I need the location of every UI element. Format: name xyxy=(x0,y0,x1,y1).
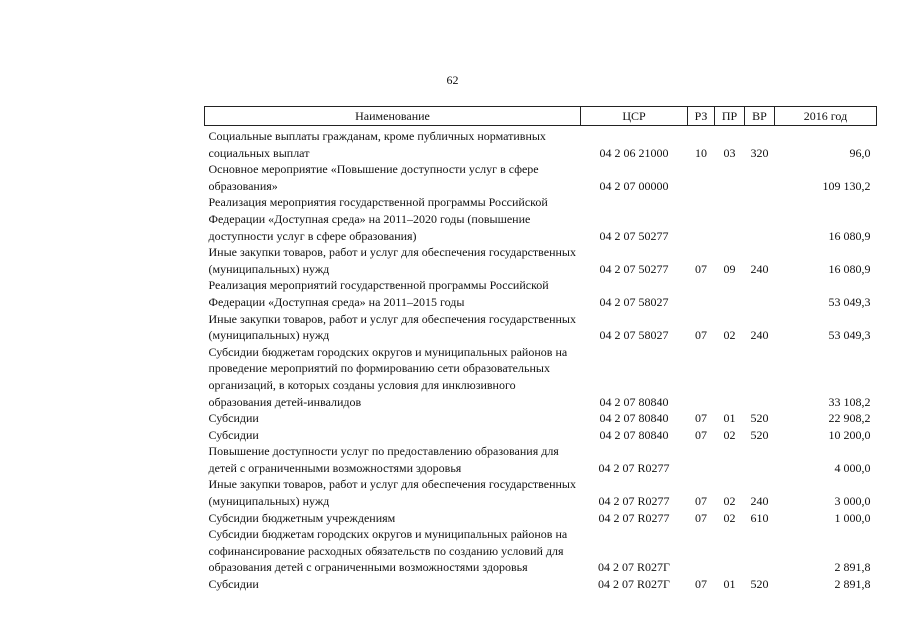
table-cell-vr: 610 xyxy=(750,510,769,525)
table-cell-amount: 1 000,0 xyxy=(834,510,871,525)
table-cell-vr xyxy=(745,194,775,244)
table-cell-vr: 240 xyxy=(750,328,769,343)
table-row xyxy=(205,344,877,410)
table-cell-csr: 04 2 07 R027Г xyxy=(598,560,670,575)
table-row xyxy=(205,526,877,576)
table-cell-amount: 2 891,8 xyxy=(834,577,871,592)
table-cell-rz: 07 xyxy=(695,427,707,442)
table-cell-name: Основное мероприятие «Повышение доступности услуг в сфере образования» xyxy=(208,162,539,193)
page-number: 62 xyxy=(446,73,459,87)
table-cell-csr: 04 2 07 R027Г xyxy=(598,577,670,592)
table-cell-amount: 4 000,0 xyxy=(834,460,871,475)
table-row xyxy=(205,476,877,509)
table-cell-amount: 3 000,0 xyxy=(834,494,871,509)
table-cell-csr: 04 2 07 80840 xyxy=(599,427,669,442)
table-row xyxy=(205,443,877,476)
table-cell-rz xyxy=(688,443,715,476)
table-cell-pr: 09 xyxy=(723,261,736,276)
table-cell-rz: 07 xyxy=(695,261,707,276)
table-cell-amount: 10 200,0 xyxy=(828,427,871,442)
table-cell-rz: 07 xyxy=(695,577,707,592)
table-cell-rz: 10 xyxy=(695,145,707,160)
table-cell-amount: 109 130,2 xyxy=(822,178,871,193)
table-cell-name: Субсидии xyxy=(208,411,259,426)
table-cell-name: Субсидии xyxy=(208,427,259,442)
header-csr: ЦСР xyxy=(581,107,688,126)
table-row xyxy=(205,576,877,593)
table-header-row xyxy=(205,107,877,126)
table-cell-pr xyxy=(715,526,745,576)
table-cell-vr: 240 xyxy=(750,261,769,276)
table-cell-name: Реализация мероприятий государственной программы Российской Федерации «Доступная среда» на 2011–2015 годы xyxy=(208,278,549,309)
header-name: Наименование xyxy=(205,107,581,126)
table-row xyxy=(205,194,877,244)
table-cell-pr: 02 xyxy=(723,510,736,525)
table-cell-pr xyxy=(715,194,745,244)
table-cell-vr: 520 xyxy=(750,427,769,442)
header-vr: ВР xyxy=(745,107,775,126)
table-cell-rz xyxy=(688,526,715,576)
table-cell-pr xyxy=(715,344,745,410)
table-cell-pr: 01 xyxy=(723,577,736,592)
table-cell-amount: 22 908,2 xyxy=(828,411,871,426)
table-cell-pr: 03 xyxy=(723,145,736,160)
table-cell-name: Субсидии бюджетам городских округов и муниципальных районов на проведение мероприятий по формированию сети образовательных организаций, в которых созданы условия для инклюзивного образования детей-инвалидов xyxy=(208,344,568,409)
table-cell-rz xyxy=(688,194,715,244)
table-cell-rz xyxy=(688,344,715,410)
table-cell-vr xyxy=(745,526,775,576)
table-row xyxy=(205,161,877,194)
table-row xyxy=(205,427,877,444)
table-cell-pr xyxy=(715,443,745,476)
table-cell-csr: 04 2 07 R0277 xyxy=(598,460,670,475)
table-cell-csr: 04 2 07 50277 xyxy=(599,228,669,243)
table-cell-vr xyxy=(745,344,775,410)
table-cell-pr: 02 xyxy=(723,494,736,509)
table-cell-name: Субсидии бюджетным учреждениям xyxy=(208,510,396,525)
table-cell-name: Социальные выплаты гражданам, кроме публичных нормативных социальных выплат xyxy=(208,129,546,160)
table-cell-csr: 04 2 07 58027 xyxy=(599,294,669,309)
header-pr: ПР xyxy=(715,107,745,126)
table-cell-csr: 04 2 07 80840 xyxy=(599,411,669,426)
table-row xyxy=(205,126,877,162)
table-cell-amount: 96,0 xyxy=(849,145,871,160)
table-cell-name: Иные закупки товаров, работ и услуг для обеспечения государственных (муниципальных) нужд xyxy=(208,245,576,276)
table-cell-vr xyxy=(745,161,775,194)
table-row xyxy=(205,510,877,527)
table-cell-name: Субсидии xyxy=(208,577,259,592)
table-cell-amount: 2 891,8 xyxy=(834,560,871,575)
table-row xyxy=(205,410,877,427)
table-cell-csr: 04 2 07 50277 xyxy=(599,261,669,276)
table-cell-rz: 07 xyxy=(695,411,707,426)
table-cell-amount: 16 080,9 xyxy=(828,261,871,276)
table-cell-amount: 53 049,3 xyxy=(828,294,871,309)
table-cell-csr: 04 2 06 21000 xyxy=(599,145,669,160)
table-cell-pr xyxy=(715,277,745,310)
table-cell-amount: 16 080,9 xyxy=(828,228,871,243)
table-row xyxy=(205,311,877,344)
table-cell-pr: 02 xyxy=(723,427,736,442)
table-cell-vr: 520 xyxy=(750,577,769,592)
table-cell-amount: 53 049,3 xyxy=(828,328,871,343)
table-cell-name: Реализация мероприятия государственной программы Российской Федерации «Доступная среда» на 2011–2020 годы (повышение доступности услуг в сфере образования) xyxy=(208,195,548,243)
table-row xyxy=(205,244,877,277)
table-cell-rz: 07 xyxy=(695,328,707,343)
table-cell-csr: 04 2 07 58027 xyxy=(599,328,669,343)
table-cell-vr xyxy=(745,277,775,310)
table-cell-csr: 04 2 07 R0277 xyxy=(598,494,670,509)
table-cell-rz xyxy=(688,277,715,310)
table-body xyxy=(205,126,877,593)
table-cell-name: Повышение доступности услуг по предоставлению образования для детей с ограниченными возможностями здоровья xyxy=(208,444,559,475)
table-cell-name: Иные закупки товаров, работ и услуг для обеспечения государственных (муниципальных) нужд xyxy=(208,311,576,343)
table-cell-pr: 01 xyxy=(723,411,736,426)
table-cell-vr: 520 xyxy=(750,411,769,426)
header-rz: РЗ xyxy=(688,107,715,126)
table-cell-amount: 33 108,2 xyxy=(828,394,871,409)
table-cell-pr: 02 xyxy=(723,328,736,343)
table-cell-vr xyxy=(745,443,775,476)
table-cell-rz: 07 xyxy=(695,510,707,525)
table-cell-pr xyxy=(715,161,745,194)
header-year: 2016 год xyxy=(775,107,877,126)
table-cell-csr: 04 2 07 80840 xyxy=(599,394,669,409)
table-cell-name: Иные закупки товаров, работ и услуг для обеспечения государственных (муниципальных) нужд xyxy=(208,477,576,509)
table-cell-name: Субсидии бюджетам городских округов и муниципальных районов на софинансирование расходных обязательств по созданию условий для образования детей с ограниченными возможностями здоровья xyxy=(208,527,568,575)
table-cell-vr: 320 xyxy=(750,145,769,160)
table-cell-rz: 07 xyxy=(695,494,707,509)
table-row xyxy=(205,277,877,310)
table-cell-csr: 04 2 07 R0277 xyxy=(598,510,670,525)
table-cell-csr: 04 2 07 00000 xyxy=(599,178,669,193)
budget-table xyxy=(204,106,877,593)
table-cell-vr: 240 xyxy=(750,494,769,509)
table-cell-rz xyxy=(688,161,715,194)
